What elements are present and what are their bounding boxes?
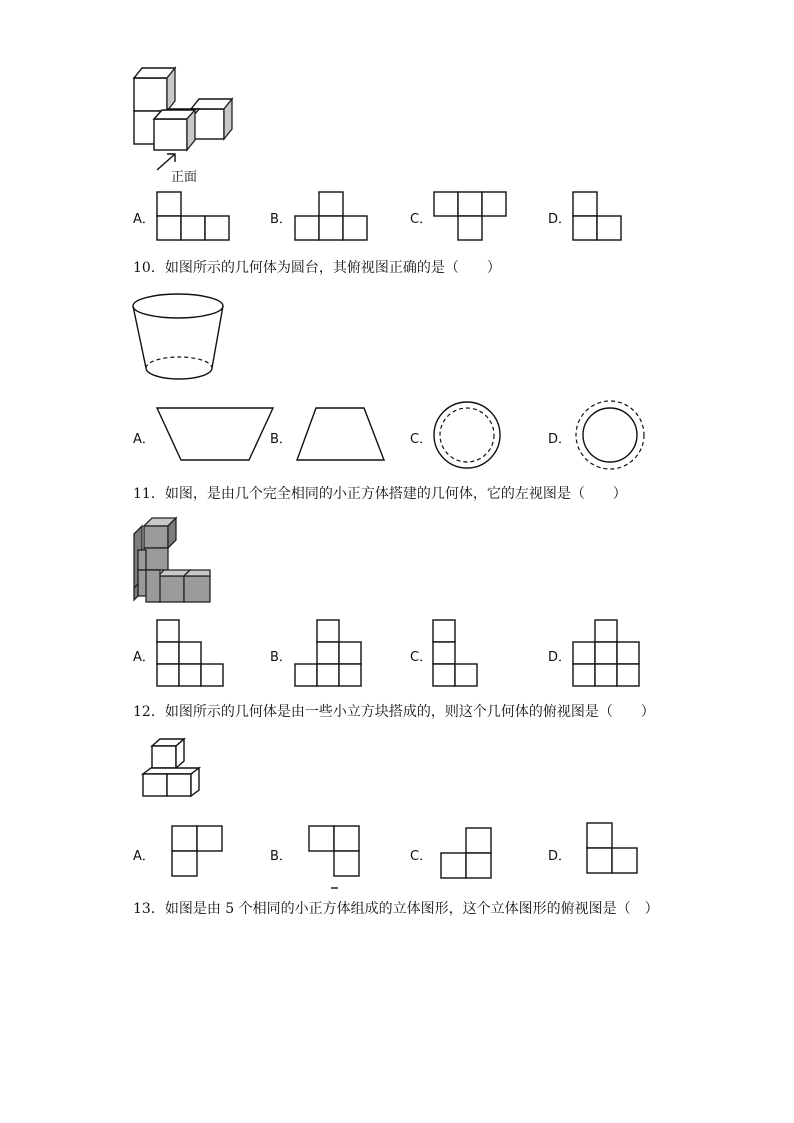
q9-option-b-label[interactable]: B． xyxy=(270,212,292,227)
front-label: 正面 xyxy=(171,170,198,185)
q12-option-d-figure[interactable] xyxy=(586,822,642,878)
q12-solid-figure xyxy=(142,738,212,800)
q11-option-d-label[interactable]: D． xyxy=(548,650,572,665)
question-11-text: 11．如图，是由几个完全相同的小正方体搭建的几何体，它的左视图是（ ） xyxy=(133,486,627,502)
q12-option-a-figure[interactable] xyxy=(171,825,227,881)
frustum-figure xyxy=(132,292,232,388)
q12-option-b-label[interactable]: B． xyxy=(270,849,292,864)
q10-option-b-figure[interactable] xyxy=(296,405,396,465)
q9-option-c-label[interactable]: C． xyxy=(410,212,433,227)
q11-option-c-label[interactable]: C． xyxy=(410,650,433,665)
q11-option-b-label[interactable]: B． xyxy=(270,650,292,665)
q9-option-b-figure[interactable] xyxy=(294,191,374,243)
q10-option-a-label[interactable]: A． xyxy=(133,432,155,447)
q11-option-c-figure[interactable] xyxy=(432,619,482,691)
q9-option-d-figure[interactable] xyxy=(572,191,632,243)
q12-option-c-figure[interactable] xyxy=(440,827,496,883)
question-10-text: 10．如图所示的几何体为圆台，其俯视图正确的是（ ） xyxy=(133,260,501,276)
q10-option-a-figure[interactable] xyxy=(156,405,276,465)
q9-option-d-label[interactable]: D． xyxy=(548,212,572,227)
q10-option-d-figure[interactable] xyxy=(574,400,648,472)
q11-option-a-figure[interactable] xyxy=(156,619,228,691)
q11-solid-figure xyxy=(130,514,214,606)
q10-option-d-label[interactable]: D． xyxy=(548,432,572,447)
q12-option-a-label[interactable]: A． xyxy=(133,849,155,864)
q10-option-c-figure[interactable] xyxy=(432,400,504,472)
q10-option-b-label[interactable]: B． xyxy=(270,432,292,447)
q9-option-a-figure[interactable] xyxy=(156,191,236,243)
q11-option-b-figure[interactable] xyxy=(294,619,366,691)
question-12-text: 12．如图所示的几何体是由一些小立方块搭成的，则这个几何体的俯视图是（ ） xyxy=(133,704,655,720)
q11-option-a-label[interactable]: A． xyxy=(133,650,155,665)
q12-option-c-label[interactable]: C． xyxy=(410,849,433,864)
q9-option-a-label[interactable]: A． xyxy=(133,212,155,227)
q12-option-b-figure[interactable] xyxy=(308,825,364,881)
question-13-text: 13．如图是由 5 个相同的小正方体组成的立体图形，这个立体图形的俯视图是（ ） xyxy=(133,901,659,917)
stray-mark xyxy=(330,886,340,890)
q10-option-c-label[interactable]: C． xyxy=(410,432,433,447)
q9-option-c-figure[interactable] xyxy=(433,191,513,243)
q12-option-d-label[interactable]: D． xyxy=(548,849,572,864)
q11-option-d-figure[interactable] xyxy=(572,619,644,691)
q9-solid-figure xyxy=(130,66,240,156)
